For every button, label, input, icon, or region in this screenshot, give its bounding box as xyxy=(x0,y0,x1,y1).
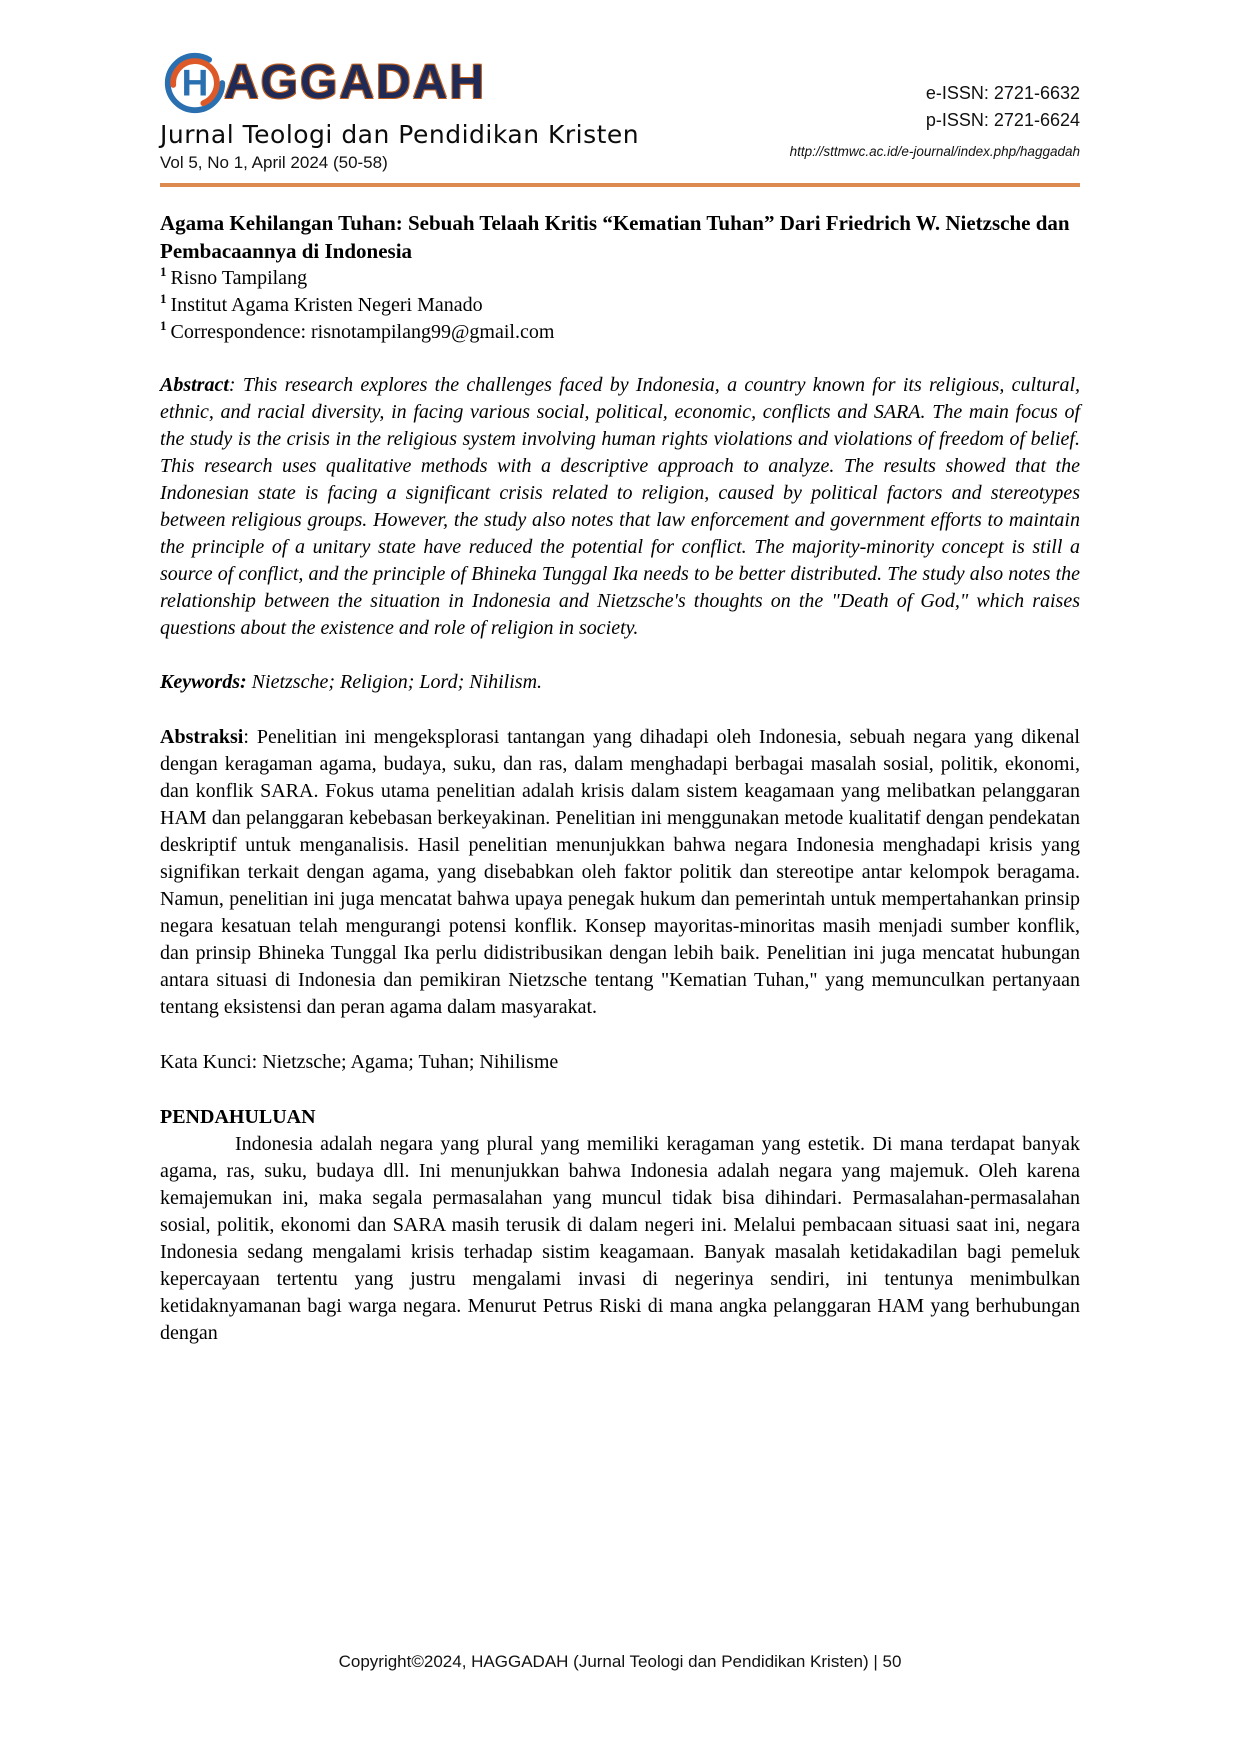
haggadah-logo-icon xyxy=(160,48,230,118)
correspondence-mark: 1 xyxy=(160,318,167,334)
e-issn: e-ISSN: 2721-6632 xyxy=(925,83,1080,103)
journal-brand xyxy=(160,48,639,173)
journal-wordmark: AGGADAH xyxy=(224,56,486,109)
abstraksi-label: Abstraksi xyxy=(160,726,244,748)
journal-url-link[interactable]: http://sttmwc.ac.id/e-journal/index.php/haggadah xyxy=(789,144,1080,159)
logo-row xyxy=(160,48,639,118)
page-footer-copyright: Copyright©2024, HAGGADAH (Jurnal Teologi dan Pendidikan Kristen) | 50 xyxy=(338,1652,902,1671)
keywords-label: Keywords: xyxy=(160,671,247,693)
abstraksi-paragraph xyxy=(160,724,1080,1021)
p-issn: p-ISSN: 2721-6624 xyxy=(925,110,1080,130)
journal-header xyxy=(0,0,1240,173)
issn-block xyxy=(790,48,1080,161)
header-accent-rule xyxy=(160,183,1080,187)
author-correspondence xyxy=(160,319,1080,346)
article-content xyxy=(0,209,1240,1347)
journal-subtitle: Jurnal Teologi dan Pendidikan Kristen xyxy=(160,120,640,149)
pendahuluan-paragraph: Indonesia adalah negara yang plural yang memiliki keragaman yang estetik. Di mana terdapat banyak agama, ras, suku, budaya dll. Ini menunjukkan bahwa Indonesia adalah negara yang majemuk. Oleh karena kemajemukan ini, maka segala permasalahan yang muncul tidak bisa dihindari. Permasalahan-permasalahan sosial, politik, ekonomi dan SARA masih terusik di dalam negeri ini. Melalui pembacaan situasi saat ini, negara Indonesia sedang mengalami krisis terhadap sistim keagamaan. Banyak masalah ketidakadilan bagi pemeluk kepercayaan tertentu yang justru mengalami invasi di negerinya sendiri, ini tentunya menimbulkan ketidaknyamanan bagi warga negara. Menurut Petrus Riski di mana angka pelanggaran HAM yang berhubungan dengan xyxy=(160,1133,1080,1344)
author-name xyxy=(160,265,1080,292)
author-affiliation xyxy=(160,292,1080,319)
abstract-label: Abstract xyxy=(160,374,229,396)
abstract-text: : This research explores the challenges faced by Indonesia, a country known for its religious, cultural, ethnic, and racial diversity, in facing various social, political, economic, conflicts and SARA. The main focus of the study is the crisis in the religious system involving human rights violations and violations of freedom of belief. This research uses qualitative methods with a descriptive approach to analyze. The results showed that the Indonesian state is facing a significant crisis related to religion, caused by political factors and stereotypes between religious groups. However, the study also notes that law enforcement and government efforts to maintain the principle of a unitary state have reduced the potential for conflict. The majority-minority concept is still a source of conflict, and the principle of Bhineka Tunggal Ika needs to be better distributed. The study also notes the relationship between the situation in Indonesia and Nietzsche's thoughts on the "Death of God," which raises questions about the existence and role of religion in society. xyxy=(160,374,1080,639)
author-name-text: Risno Tampilang xyxy=(170,267,308,289)
affiliation-text: Institut Agama Kristen Negeri Manado xyxy=(170,294,483,316)
article-title: Agama Kehilangan Tuhan: Sebuah Telaah Kritis “Kematian Tuhan” Dari Friedrich W. Nietzsche dan Pembacaannya di Indonesia xyxy=(160,211,1070,263)
section-heading-pendahuluan: PENDAHULUAN xyxy=(160,1106,316,1128)
abstract-paragraph xyxy=(160,372,1080,642)
keywords-text: Nietzsche; Religion; Lord; Nihilism. xyxy=(246,671,543,693)
volume-issue-line: Vol 5, No 1, April 2024 (50-58) xyxy=(160,153,388,172)
correspondence-email[interactable]: Correspondence: risnotampilang99@gmail.com xyxy=(170,321,555,343)
abstraksi-text: : Penelitian ini mengeksplorasi tantangan yang dihadapi oleh Indonesia, sebuah negara yang dikenal dengan keragaman agama, budaya, suku, dan ras, dalam menghadapi berbagai masalah sosial, politik, ekonomi, dan konflik SARA. Fokus utama penelitian adalah krisis dalam sistem keagamaan yang melibatkan pelanggaran HAM dan pelanggaran kebebasan berkeyakinan. Penelitian ini menggunakan metode kualitatif dengan pendekatan deskriptif untuk menganalisis. Hasil penelitian menunjukkan bahwa negara Indonesia menghadapi krisis yang signifikan terkait dengan agama, yang disebabkan oleh faktor politik dan stereotipe antar kelompok beragama. Namun, penelitian ini juga mencatat bahwa upaya penegak hukum dan pemerintah untuk mempertahankan prinsip negara kesatuan telah mengurangi potensi konflik. Konsep mayoritas-minoritas masih menjadi sumber konflik, dan prinsip Bhineka Tunggal Ika perlu didistribusikan dengan lebih baik. Penelitian ini juga mencatat hubungan antara situasi di Indonesia dan pemikiran Nietzsche tentang "Kematian Tuhan," yang memunculkan pertanyaan tentang eksistensi dan peran agama dalam masyarakat. xyxy=(160,726,1080,1018)
author-affiliation-mark: 1 xyxy=(160,264,167,280)
keywords-line xyxy=(160,669,1080,696)
kata-kunci-line: Kata Kunci: Nietzsche; Agama; Tuhan; Nihilisme xyxy=(160,1051,559,1073)
affiliation-mark: 1 xyxy=(160,291,167,307)
logo-h-letter: H xyxy=(181,62,209,104)
